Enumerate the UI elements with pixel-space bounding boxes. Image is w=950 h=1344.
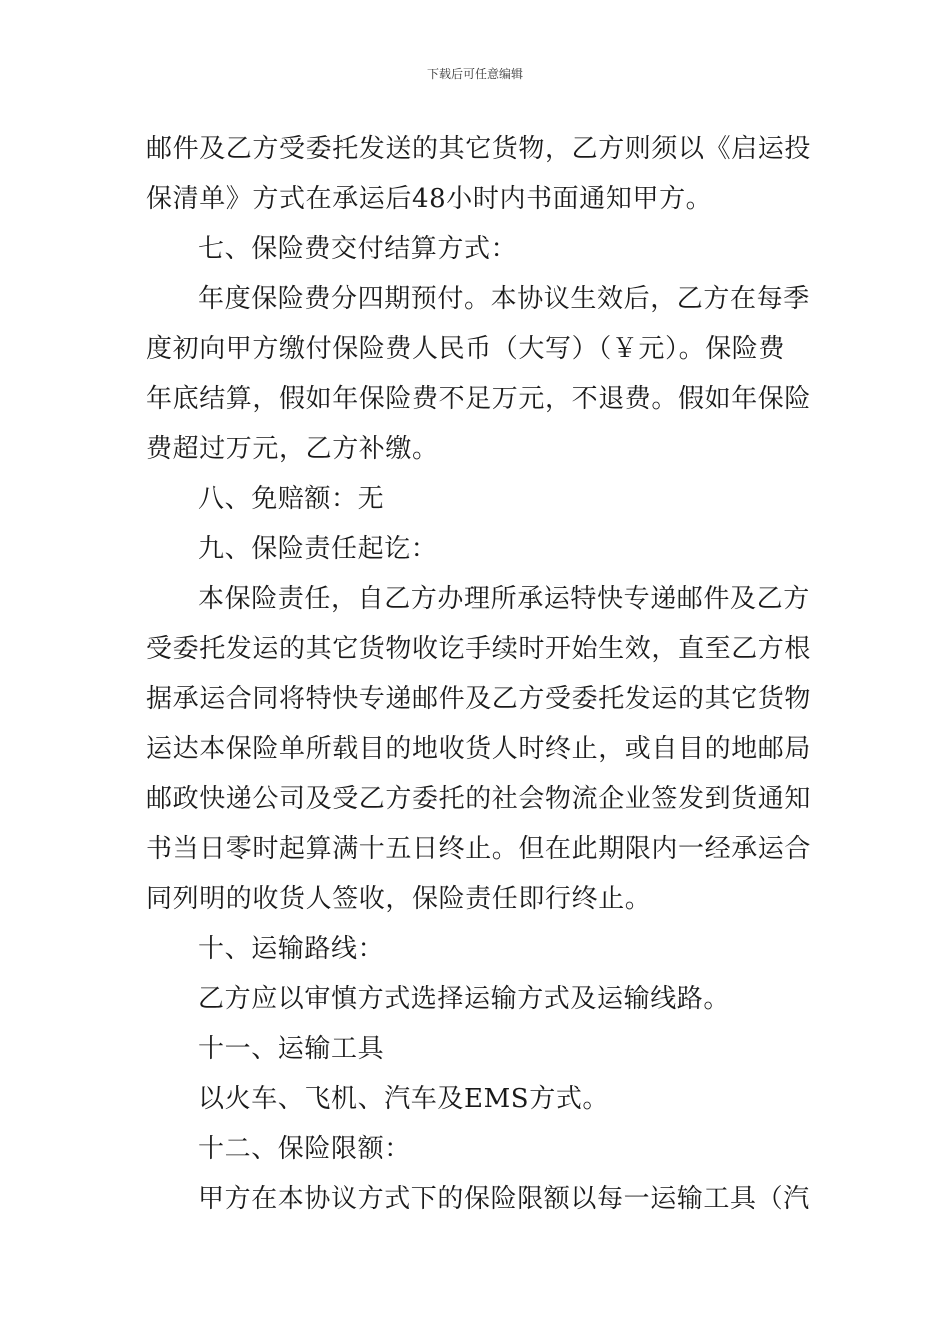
body-line: 甲方在本协议方式下的保险限额以每一运输工具（汽 (198, 1184, 810, 1214)
body-line: 受委托发运的其它货物收讫手续时开始生效，直至乙方根 (146, 634, 812, 664)
body-line: 运达本保险单所载目的地收货人时终止，或自目的地邮局 (146, 734, 812, 764)
body-line: 邮政快递公司及受乙方委托的社会物流企业签发到货通知 (146, 784, 812, 814)
body-line: 书当日零时起算满十五日终止。但在此期限内一经承运合 (146, 834, 812, 864)
body-line: 费超过万元，乙方补缴。 (146, 434, 439, 464)
section-heading-7: 七、保险费交付结算方式： (198, 234, 518, 264)
section-heading-10: 十、运输路线： (198, 934, 385, 964)
body-line: 年度保险费分四期预付。本协议生效后，乙方在每季 (198, 284, 810, 314)
body-line: 邮件及乙方受委托发送的其它货物，乙方则须以《启运投 (146, 134, 812, 164)
section-heading-11: 十一、运输工具 (198, 1034, 385, 1064)
body-line: 据承运合同将特快专递邮件及乙方受委托发运的其它货物 (146, 684, 812, 714)
body-line: 度初向甲方缴付保险费人民币（大写）（￥元）。保险费 (146, 334, 786, 364)
body-line: 同列明的收货人签收，保险责任即行终止。 (146, 884, 652, 914)
section-heading-8: 八、免赔额：无 (198, 484, 385, 514)
page-header: 下载后可任意编辑 (426, 67, 523, 81)
body-line: 保清单》方式在承运后48小时内书面通知甲方。 (146, 184, 713, 214)
section-heading-12: 十二、保险限额： (198, 1134, 411, 1164)
section-heading-9: 九、保险责任起讫： (198, 534, 438, 564)
body-line: 本保险责任，自乙方办理所承运特快专递邮件及乙方 (198, 584, 810, 614)
body-line: 年底结算，假如年保险费不足万元，不退费。假如年保险 (146, 384, 812, 414)
body-line: 以火车、飞机、汽车及EMS方式。 (198, 1084, 610, 1114)
body-line: 乙方应以审慎方式选择运输方式及运输线路。 (198, 984, 731, 1014)
